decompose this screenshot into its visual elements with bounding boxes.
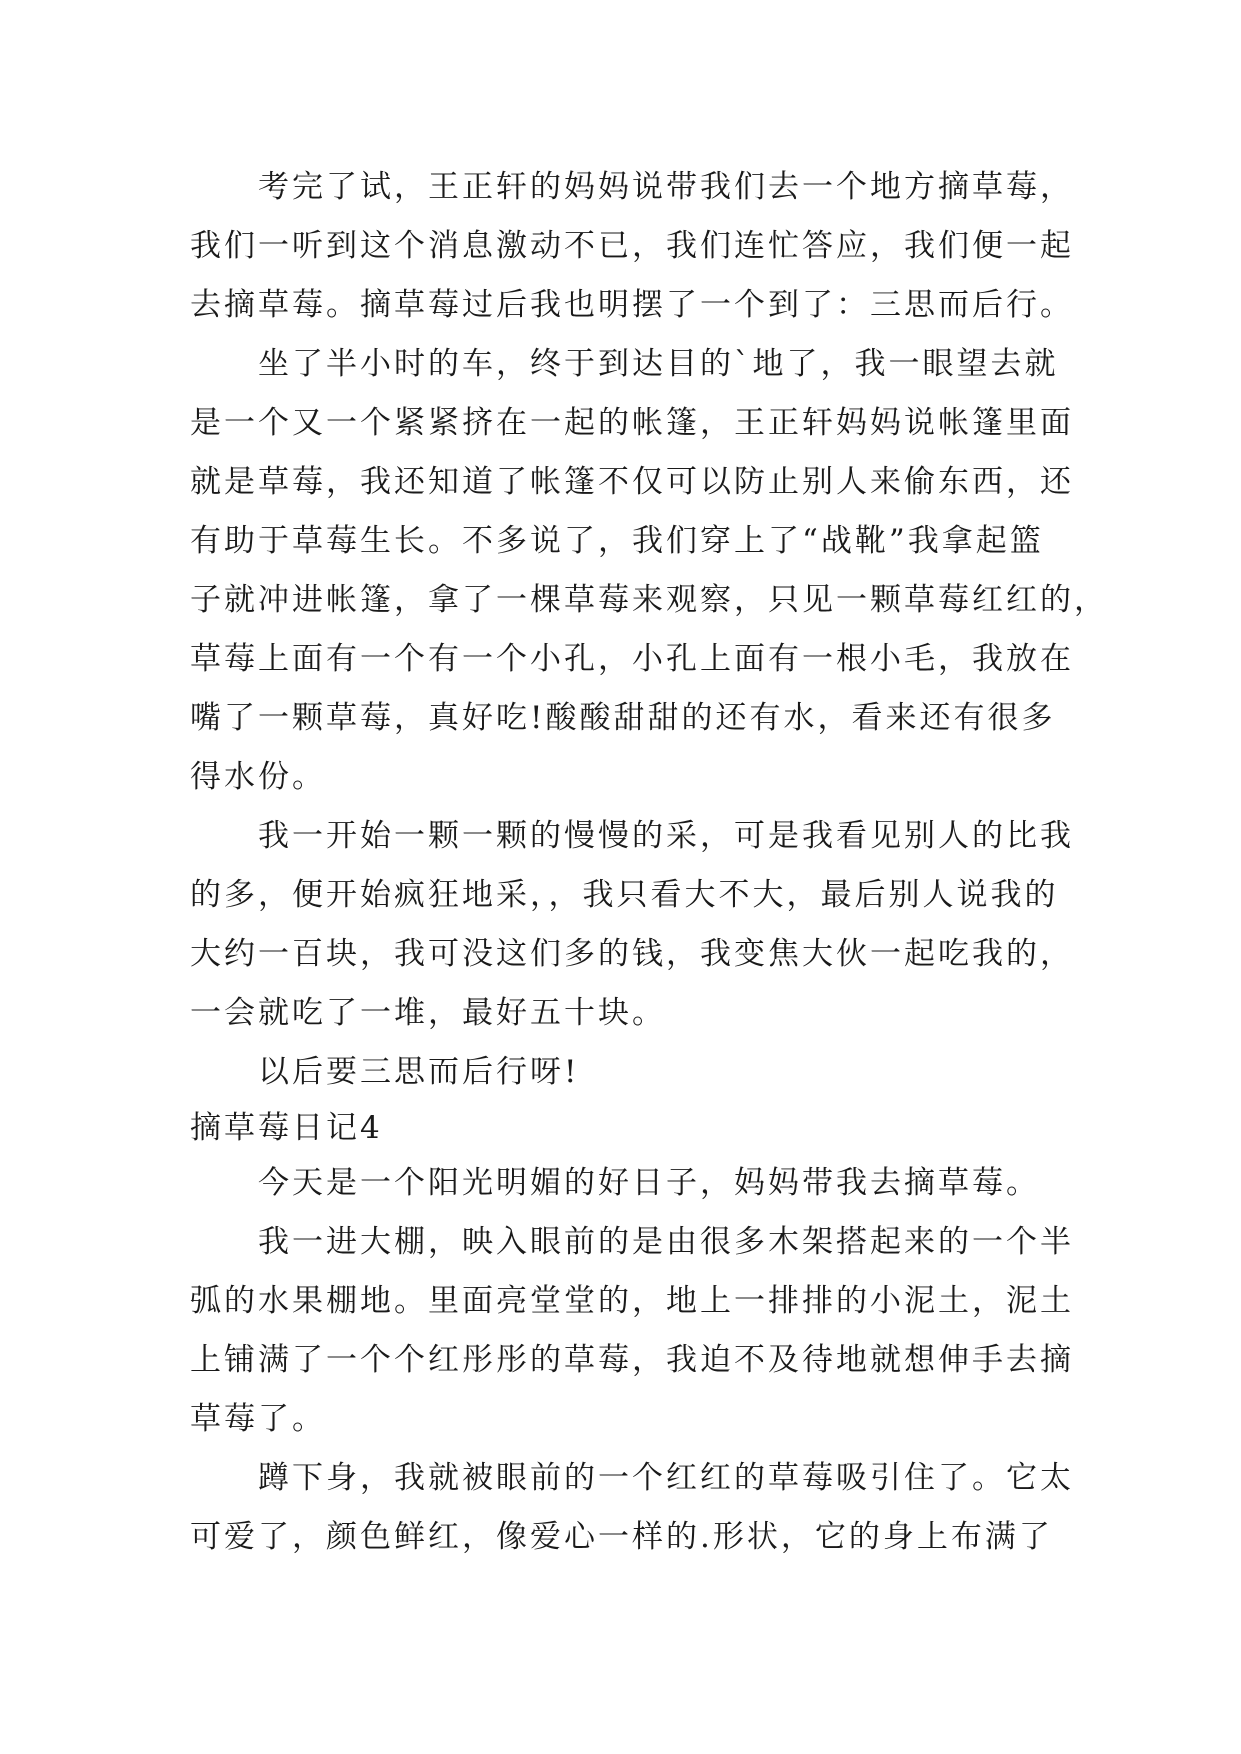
text-line: 草莓上面有一个有一个小孔，小孔上面有一根小毛，我放在	[190, 641, 1074, 677]
text-line: 是一个又一个紧紧挤在一起的帐篷，王正轩妈妈说帐篷里面	[190, 405, 1074, 441]
paragraph	[190, 807, 1074, 1043]
paragraph	[190, 158, 1074, 335]
text-line: 的多，便开始疯狂地采，，我只看大不大，最后别人说我的	[190, 877, 1059, 913]
paragraph	[190, 1154, 1070, 1213]
text-line: 我一开始一颗一颗的慢慢的采，可是我看见别人的比我	[258, 818, 1074, 854]
text-line: 坐了半小时的车，终于到达目的`地了，我一眼望去就	[258, 346, 1059, 382]
text-line: 我一进大棚，映入眼前的是由很多木架搭起来的一个半	[258, 1224, 1074, 1260]
text-line: 考完了试，王正轩的妈妈说带我们去一个地方摘草莓，	[258, 169, 1074, 205]
paragraph	[190, 1449, 1074, 1567]
text-line: 蹲下身，我就被眼前的一个红红的草莓吸引住了。它太	[258, 1460, 1074, 1496]
text-line: 以后要三思而后行呀!	[258, 1054, 580, 1090]
text-line: 子就冲进帐篷，拿了一棵草莓来观察，只见一颗草莓红红的，	[190, 582, 1108, 618]
paragraph	[190, 1043, 1070, 1102]
text-line: 可爱了，颜色鲜红，像爱心一样的.形状，它的身上布满了	[190, 1519, 1053, 1555]
text-line: 草莓了。	[190, 1401, 326, 1437]
text-line: 嘴了一颗草莓，真好吃!酸酸甜甜的还有水，看来还有很多	[190, 700, 1056, 736]
text-line: 就是草莓，我还知道了帐篷不仅可以防止别人来偷东西，还	[190, 464, 1074, 500]
text-line: 今天是一个阳光明媚的好日子，妈妈带我去摘草莓。	[258, 1165, 1040, 1201]
section-heading: 摘草莓日记4	[190, 1110, 383, 1146]
paragraph	[190, 335, 1108, 807]
text-line: 弧的水果棚地。里面亮堂堂的，地上一排排的小泥土，泥土	[190, 1283, 1074, 1319]
text-line: 一会就吃了一堆，最好五十块。	[190, 995, 666, 1031]
text-line: 得水份。	[190, 759, 326, 795]
text-line: 去摘草莓。摘草莓过后我也明摆了一个到了：三思而后行。	[190, 287, 1074, 323]
text-line: 有助于草莓生长。不多说了，我们穿上了“战靴”我拿起篮	[190, 523, 1044, 559]
paragraph	[190, 1213, 1074, 1449]
document-body	[190, 158, 1108, 1567]
text-line: 我们一听到这个消息激动不已，我们连忙答应，我们便一起	[190, 228, 1074, 264]
text-line: 大约一百块，我可没这们多的钱，我变焦大伙一起吃我的，	[190, 936, 1074, 972]
text-line: 上铺满了一个个红彤彤的草莓，我迫不及待地就想伸手去摘	[190, 1342, 1074, 1378]
